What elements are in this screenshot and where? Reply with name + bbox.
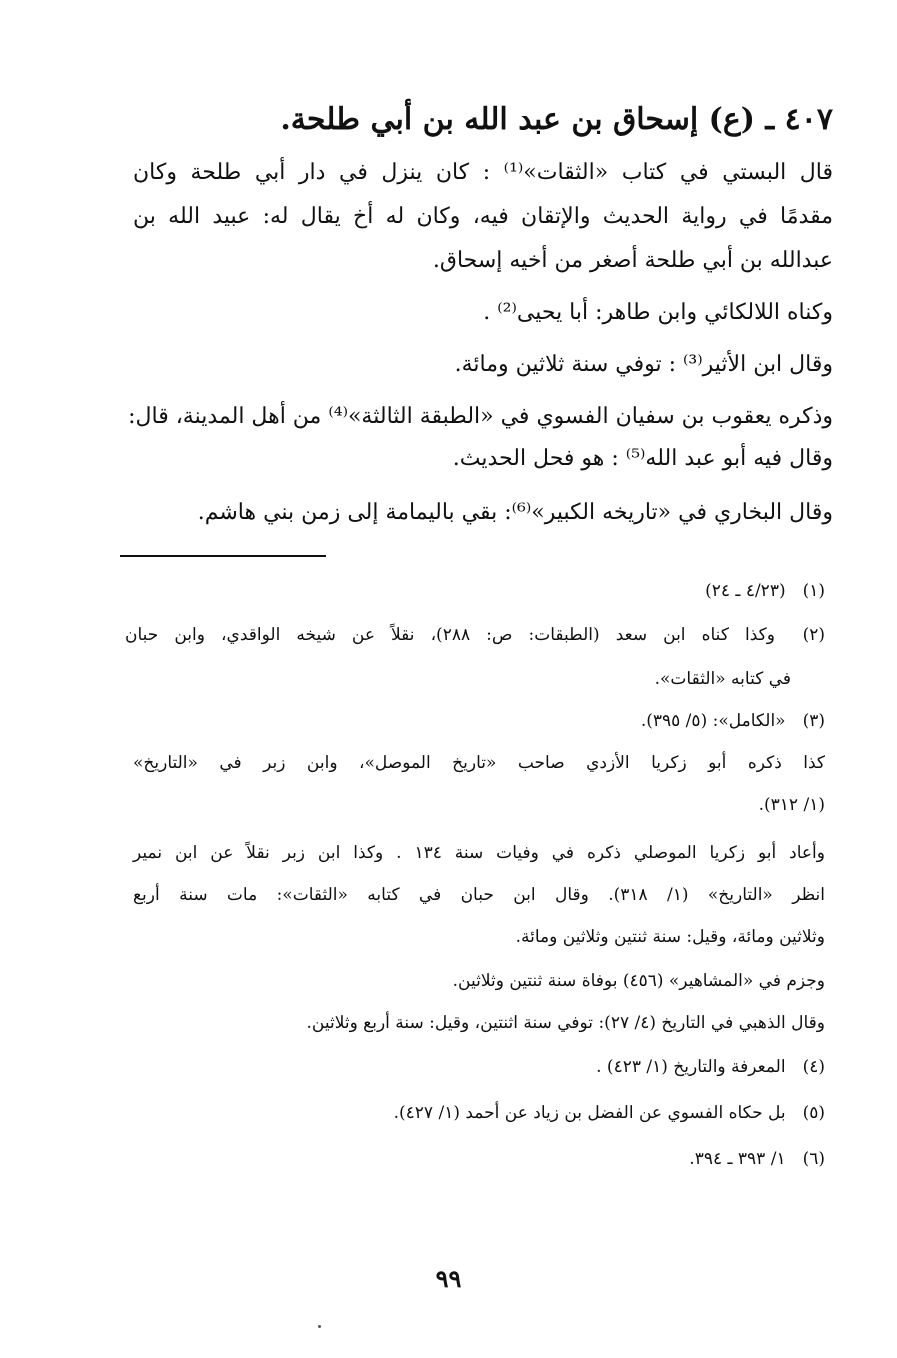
body-line: مقدمًا في رواية الحديث والإتقان فيه، وكان له أخ يقال له: عبيد الله بن xyxy=(133,204,833,229)
footnote-3-cont: كذا ذكره أبو زكريا الأزدي صاحب «تاريخ الموصل»، وابن زبر في «التاريخ» xyxy=(133,753,825,773)
footnote-text: (٤/٢٣ ـ ٢٤) xyxy=(705,581,786,601)
footnote-4 xyxy=(125,1052,825,1082)
footnote-text: بل حكاه الفسوي عن الفضل بن زياد عن أحمد (١/ ٤٢٧). xyxy=(393,1103,786,1123)
footnote-number: (٢) xyxy=(802,625,826,645)
footnote-text: وكذا كناه ابن سعد (الطبقات: ص: ٢٨٨)، نقلاً عن شيخه الواقدي، وابن حبان xyxy=(125,625,775,645)
footnote-number: (٤) xyxy=(802,1057,825,1077)
body-line: وقال فيه أبو عبد الله⁽⁵⁾ : هو فحل الحديث. xyxy=(452,446,833,471)
footnote-3-cont: انظر «التاريخ» (١/ ٣١٨). وقال ابن حبان في كتابه «الثقات»: مات سنة أربع xyxy=(133,885,825,905)
entry-heading: ٤٠٧ ـ (ع) إسحاق بن عبد الله بن أبي طلحة. xyxy=(280,102,833,137)
page-number: ٩٩ xyxy=(435,1264,462,1293)
body-line: وذكره يعقوب بن سفيان الفسوي في «الطبقة الثالثة»⁽⁴⁾ من أهل المدينة، قال: xyxy=(128,404,833,429)
body-line: قال البستي في كتاب «الثقات»⁽¹⁾ : كان ينزل في دار أبي طلحة وكان xyxy=(133,160,834,185)
print-speck xyxy=(318,1325,321,1328)
body-line: عبدالله بن أبي طلحة أصغر من أخيه إسحاق. xyxy=(432,248,833,273)
footnote-3-cont: وثلاثين ومائة، وقيل: سنة ثنتين وثلاثين ومائة. xyxy=(515,927,825,947)
footnote-text: «الكامل»: (٥/ ٣٩٥). xyxy=(640,711,786,731)
footnote-number: (١) xyxy=(802,581,825,601)
footnote-text: ١/ ٣٩٣ ـ ٣٩٤. xyxy=(689,1149,786,1169)
body-line: وكناه اللالكائي وابن طاهر: أبا يحيى⁽²⁾ . xyxy=(483,300,833,325)
footnote-2 xyxy=(125,620,825,650)
footnote-number: (٥) xyxy=(802,1103,825,1123)
footnote-3-cont: وقال الذهبي في التاريخ (٤/ ٢٧): توفي سنة اثنتين، وقيل: سنة أربع وثلاثين. xyxy=(306,1013,825,1033)
footnote-number: (٦) xyxy=(802,1149,825,1169)
body-line: وقال البخاري في «تاريخه الكبير»⁽⁶⁾: بقي باليمامة إلى زمن بني هاشم. xyxy=(197,500,833,525)
body-line: وقال ابن الأثير⁽³⁾ : توفي سنة ثلاثين ومائة. xyxy=(454,352,833,377)
footnote-3 xyxy=(125,706,825,736)
footnote-6 xyxy=(125,1144,825,1174)
footnote-number: (٣) xyxy=(802,711,825,731)
footnote-3-cont: (١/ ٣١٢). xyxy=(758,795,825,815)
footnote-3-cont: وجزم في «المشاهير» (٤٥٦) بوفاة سنة ثنتين وثلاثين. xyxy=(452,971,825,991)
footnote-text: المعرفة والتاريخ (١/ ٤٢٣) . xyxy=(596,1057,786,1077)
footnote-3-cont: وأعاد أبو زكريا الموصلي ذكره في وفيات سنة ١٣٤ . وكذا ابن زبر نقلاً عن ابن نمير xyxy=(133,843,825,863)
footnote-2-cont: في كتابه «الثقات». xyxy=(654,669,791,689)
footnote-1 xyxy=(125,576,825,606)
footnote-5 xyxy=(125,1098,825,1128)
footnote-divider xyxy=(120,555,326,557)
